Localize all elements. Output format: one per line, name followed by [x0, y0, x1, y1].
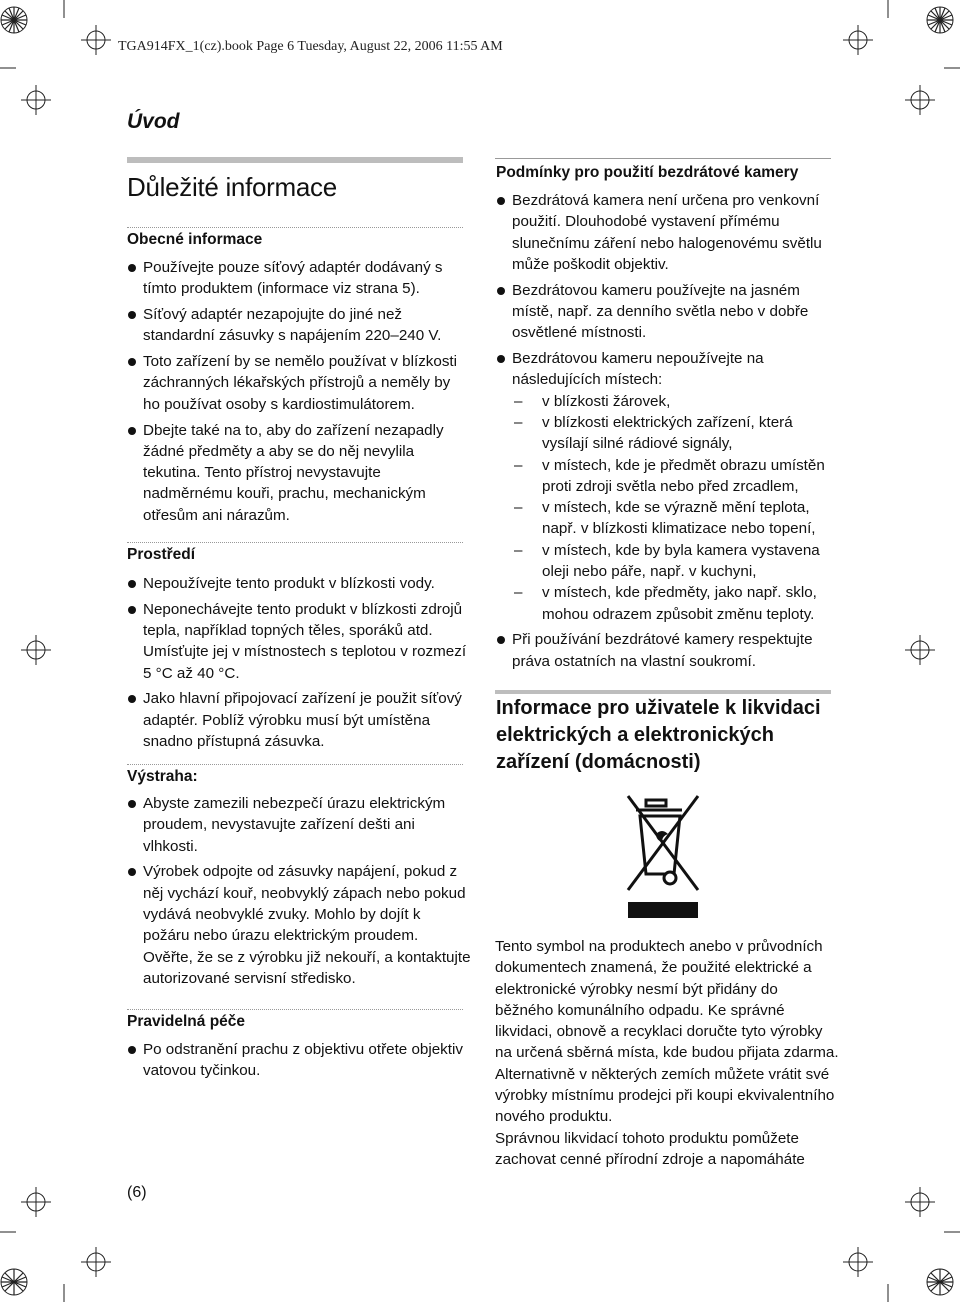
registration-starburst-icon	[1, 7, 27, 33]
list-item: Dbejte také na to, aby do zařízení nezapadly žádné předměty a aby se do něj nevylila tekutina. Tento přístroj nevystavujte nadměrnému kouři, prachu, mechanickým otřesům ani nárazům.	[126, 420, 471, 526]
divider	[127, 764, 463, 765]
crosshair-icon	[21, 85, 51, 115]
page-title: Důležité informace	[127, 172, 337, 202]
registration-starburst-icon	[927, 7, 953, 33]
registration-starburst-icon	[1, 1269, 27, 1295]
section-title: Úvod	[127, 110, 180, 133]
crossed-out-wheelie-bin-icon	[620, 790, 704, 920]
title-rule	[127, 157, 463, 163]
divider	[127, 1009, 463, 1010]
list-item: Neponechávejte tento produkt v blízkosti zdrojů tepla, například topných těles, sporáků atd. Umísťujte jej v místnostech s teplotou v rozmezí 5 °C až 40 °C.	[126, 599, 471, 684]
sub-list-item: – v místech, kde je předmět obrazu umístěn proti zdroji světla nebo před zrcadlem,	[512, 455, 840, 498]
list-item: Výrobek odpojte od zásuvky napájení, pokud z něj vychází kouř, neobvyklý zápach nebo pokud vydává neobvyklé zvuky. Mohlo by dojít k požáru nebo úrazu elektrickým proudem. Ověřte, že se z výrobku již nekouří, a kontaktujte autorizované servisní středisko.	[126, 861, 471, 989]
crosshair-icon	[843, 25, 873, 55]
sub-list-item: – v místech, kde se výrazně mění teplota, např. v blízkosti klimatizace nebo topení,	[512, 497, 840, 540]
list-item: Používejte pouze síťový adaptér dodávaný s tímto produktem (informace viz strana 5).	[126, 257, 471, 300]
crosshair-icon	[843, 1247, 873, 1277]
list-item-text: Bezdrátovou kameru nepoužívejte na následujících místech:	[512, 350, 764, 389]
crosshair-icon	[905, 1187, 935, 1217]
crosshair-icon	[81, 25, 111, 55]
general-list	[126, 257, 471, 531]
crosshair-icon	[81, 1247, 111, 1277]
heading-disposal: Informace pro uživatele k likvidaci elektrických a elektronických zařízení (domácnosti)	[496, 697, 821, 773]
title-rule	[495, 690, 831, 694]
paragraph: Správnou likvidací tohoto produktu pomůžete zachovat cenné přírodní zdroje a napomáháte	[495, 1129, 805, 1168]
divider	[127, 227, 463, 228]
crosshair-icon	[21, 635, 51, 665]
sub-list-item: – v místech, kde by byla kamera vystavena oleji nebo páře, např. v kuchyni,	[512, 540, 840, 583]
heading-care: Pravidelná péče	[127, 1013, 246, 1030]
crosshair-icon	[905, 635, 935, 665]
heading-warning: Výstraha:	[127, 768, 198, 785]
list-item: Po odstranění prachu z objektivu otřete objektiv vatovou tyčinkou.	[126, 1039, 471, 1082]
heading-conditions: Podmínky pro použití bezdrátové kamery	[496, 164, 799, 181]
list-item: Bezdrátová kamera není určena pro venkovní použití. Dlouhodobé vystavení přímému slunečnímu záření nebo halogenovému světlu může poškodit objektiv.	[495, 190, 840, 275]
crosshair-icon	[905, 85, 935, 115]
list-item: Síťový adaptér nezapojujte do jiné než standardní zásuvky s napájením 220–240 V.	[126, 304, 471, 347]
sub-list	[512, 391, 840, 625]
heading-environment: Prostředí	[127, 546, 196, 563]
list-item: Jako hlavní připojovací zařízení je použit síťový adaptér. Poblíž výrobku musí být umístěna snadno přístupná zásuvka.	[126, 688, 471, 752]
divider	[127, 542, 463, 543]
divider	[495, 158, 831, 159]
list-item: Abyste zamezili nebezpečí úrazu elektrickým proudem, nevystavujte zařízení dešti ani vlhkosti.	[126, 793, 471, 857]
heading-general: Obecné informace	[127, 231, 263, 248]
warning-list	[126, 793, 471, 994]
print-header: TGA914FX_1(cz).book Page 6 Tuesday, August 22, 2006 11:55 AM	[118, 39, 503, 54]
list-item: Toto zařízení by se nemělo používat v blízkosti záchranných lékařských přístrojů a neměly by ho používat osoby s kardiostimulátorem.	[126, 351, 471, 415]
sub-list-item: – v blízkosti elektrických zařízení, která vysílají silné rádiové signály,	[512, 412, 840, 455]
sub-list-item: – v místech, kde předměty, jako např. sklo, mohou odrazem způsobit změnu teploty.	[512, 582, 840, 625]
paragraph: Tento symbol na produktech anebo v průvodních dokumentech znamená, že použité elektrické a elektronické výrobky nesmí být přidány do běžného komunálního odpadu. Ke správné likvidaci, obnově a recyklaci doručte tyto výrobky na určená sběrná místa, kde budou přijata zdarma. Alternativně v některých zemích můžete vrátit své výrobky místnímu prodejci při koupi ekvivalentního nového produktu.	[495, 938, 839, 1126]
crosshair-icon	[21, 1187, 51, 1217]
care-list	[126, 1039, 471, 1086]
registration-starburst-icon	[927, 1269, 953, 1295]
sub-list-item: – v blízkosti žárovek,	[512, 391, 840, 412]
conditions-list	[495, 190, 840, 677]
page-number: (6)	[127, 1184, 147, 1201]
disposal-text	[495, 936, 840, 1170]
list-item: Nepoužívejte tento produkt v blízkosti vody.	[126, 573, 471, 594]
list-item: Bezdrátovou kameru používejte na jasném místě, např. za denního světla nebo v dobře osvětlené místnosti.	[495, 280, 840, 344]
environment-list	[126, 573, 471, 757]
list-item	[495, 348, 840, 625]
list-item: Při používání bezdrátové kamery respektujte práva ostatních na vlastní soukromí.	[495, 629, 840, 672]
